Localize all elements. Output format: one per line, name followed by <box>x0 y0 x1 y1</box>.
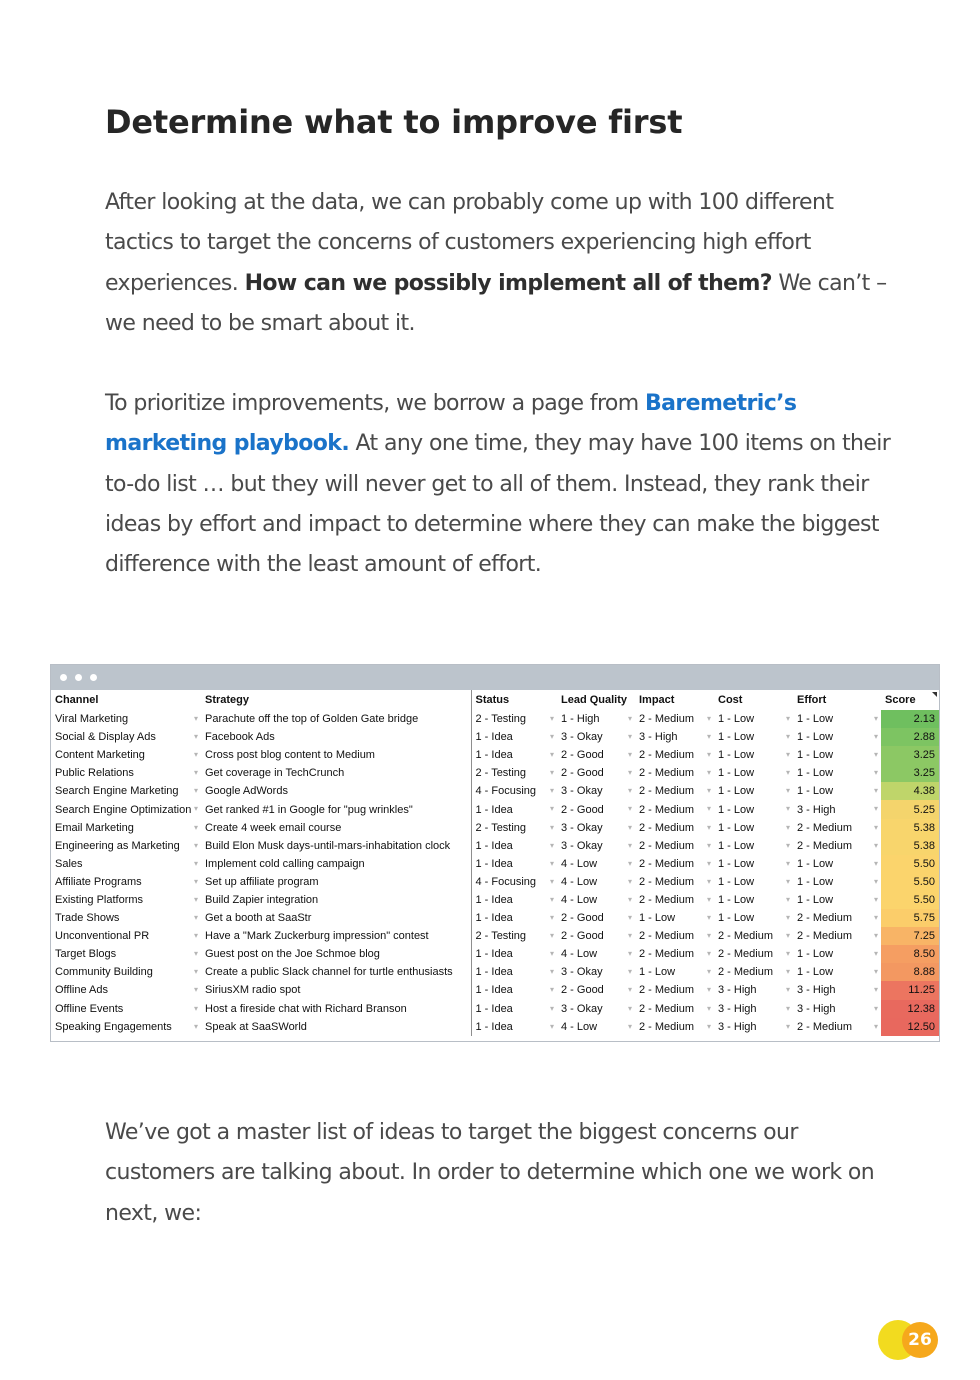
cell-score: 5.50 <box>881 873 939 891</box>
cell-lead-quality[interactable]: 2 - Good ▾ <box>557 909 635 927</box>
cell-cost[interactable]: 1 - Low ▾ <box>714 873 793 891</box>
cell-status[interactable]: 1 - Idea ▾ <box>471 800 557 818</box>
cell-impact[interactable]: 1 - Low ▾ <box>635 963 714 981</box>
table-row <box>51 782 939 800</box>
cell-status[interactable]: 1 - Idea ▾ <box>471 909 557 927</box>
cell-status[interactable]: 2 - Testing ▾ <box>471 927 557 945</box>
table-row <box>51 819 939 837</box>
cell-cost[interactable]: 3 - High ▾ <box>714 1000 793 1018</box>
cell-strategy: Implement cold calling campaign <box>205 857 365 870</box>
cell-impact[interactable]: 2 - Medium ▾ <box>635 927 714 945</box>
cell-lead-quality[interactable]: 1 - High ▾ <box>557 710 635 728</box>
spreadsheet-window <box>50 664 940 1042</box>
cell-channel[interactable]: Community Building ▾ <box>51 963 201 981</box>
table-row <box>51 891 939 909</box>
table-row <box>51 927 939 945</box>
cell-status[interactable]: 1 - Idea ▾ <box>471 1000 557 1018</box>
cell-strategy: Google AdWords <box>205 785 288 798</box>
cell-impact[interactable]: 2 - Medium ▾ <box>635 764 714 782</box>
table-row <box>51 963 939 981</box>
cell-cost[interactable]: 1 - Low ▾ <box>714 728 793 746</box>
cell-strategy: Have a "Mark Zuckerburg impression" contest <box>205 930 429 943</box>
cell-lead-quality[interactable]: 4 - Low ▾ <box>557 855 635 873</box>
cell-strategy: Get a booth at SaaStr <box>205 912 312 925</box>
cell-status[interactable]: 4 - Focusing ▾ <box>471 873 557 891</box>
cell-channel[interactable]: Offline Ads ▾ <box>51 981 201 999</box>
header-lead-quality: Lead Quality <box>561 694 628 706</box>
cell-lead-quality[interactable]: 3 - Okay ▾ <box>557 819 635 837</box>
cell-status[interactable]: 4 - Focusing ▾ <box>471 782 557 800</box>
cell-lead-quality[interactable]: 2 - Good ▾ <box>557 927 635 945</box>
cell-impact[interactable]: 1 - Low ▾ <box>635 909 714 927</box>
cell-impact[interactable]: 2 - Medium ▾ <box>635 710 714 728</box>
table-row <box>51 800 939 818</box>
cell-score: 12.50 <box>881 1018 939 1036</box>
cell-strategy: Get ranked #1 in Google for "pug wrinkles" <box>205 803 413 816</box>
cell-cost[interactable]: 1 - Low ▾ <box>714 819 793 837</box>
cell-score: 5.38 <box>881 837 939 855</box>
cell-channel[interactable]: Affiliate Programs ▾ <box>51 873 201 891</box>
cell-score: 5.25 <box>881 800 939 818</box>
window-dot-icon <box>75 674 82 681</box>
cell-effort[interactable]: 1 - Low ▾ <box>793 891 881 909</box>
table-row <box>51 746 939 764</box>
cell-score: 5.75 <box>881 909 939 927</box>
cell-effort[interactable]: 3 - High ▾ <box>793 1000 881 1018</box>
cell-channel[interactable]: Content Marketing ▾ <box>51 746 201 764</box>
prioritize-paragraph <box>105 384 905 585</box>
cell-lead-quality[interactable]: 3 - Okay ▾ <box>557 837 635 855</box>
ideas-table <box>51 690 939 1036</box>
cell-cost[interactable]: 1 - Low ▾ <box>714 891 793 909</box>
cell-lead-quality[interactable]: 4 - Low ▾ <box>557 945 635 963</box>
cell-status[interactable]: 1 - Idea ▾ <box>471 728 557 746</box>
table-row <box>51 873 939 891</box>
cell-channel[interactable]: Search Engine Marketing ▾ <box>51 782 201 800</box>
cell-score: 11.25 <box>881 981 939 999</box>
cell-impact[interactable]: 2 - Medium ▾ <box>635 782 714 800</box>
cell-score: 7.25 <box>881 927 939 945</box>
cell-lead-quality[interactable]: 4 - Low ▾ <box>557 873 635 891</box>
cell-effort[interactable]: 2 - Medium ▾ <box>793 927 881 945</box>
cell-impact[interactable]: 2 - Medium ▾ <box>635 746 714 764</box>
cell-effort[interactable]: 1 - Low ▾ <box>793 710 881 728</box>
cell-score: 8.50 <box>881 945 939 963</box>
header-impact: Impact <box>639 694 675 706</box>
cell-status[interactable]: 1 - Idea ▾ <box>471 855 557 873</box>
cell-impact[interactable]: 2 - Medium ▾ <box>635 800 714 818</box>
cell-impact[interactable]: 3 - High ▾ <box>635 728 714 746</box>
table-row <box>51 1000 939 1018</box>
cell-cost[interactable]: 2 - Medium ▾ <box>714 927 793 945</box>
cell-strategy: Speak at SaaSWorld <box>205 1020 307 1033</box>
window-dot-icon <box>60 674 67 681</box>
cell-score: 2.88 <box>881 728 939 746</box>
window-title-bar <box>51 665 939 690</box>
table-row <box>51 1018 939 1036</box>
cell-cost[interactable]: 3 - High ▾ <box>714 981 793 999</box>
cell-score: 4.38 <box>881 782 939 800</box>
table-row <box>51 710 939 728</box>
cell-impact[interactable]: 2 - Medium ▾ <box>635 819 714 837</box>
cell-channel[interactable]: Email Marketing ▾ <box>51 819 201 837</box>
cell-status[interactable]: 1 - Idea ▾ <box>471 981 557 999</box>
cell-channel[interactable]: Target Blogs ▾ <box>51 945 201 963</box>
cell-score: 8.88 <box>881 963 939 981</box>
cell-lead-quality[interactable]: 4 - Low ▾ <box>557 891 635 909</box>
page-heading: Determine what to improve first <box>105 103 683 141</box>
cell-strategy: Build Zapier integration <box>205 893 319 906</box>
table-row <box>51 945 939 963</box>
cell-score: 2.13 <box>881 710 939 728</box>
cell-channel[interactable]: Engineering as Marketing ▾ <box>51 837 201 855</box>
cell-channel[interactable]: Sales ▾ <box>51 855 201 873</box>
table-row <box>51 855 939 873</box>
cell-cost[interactable]: 1 - Low ▾ <box>714 746 793 764</box>
header-strategy: Strategy <box>205 694 250 706</box>
header-status: Status <box>471 690 557 710</box>
cell-impact[interactable]: 2 - Medium ▾ <box>635 981 714 999</box>
master-list-paragraph: We’ve got a master list of ideas to target the biggest concerns our customers are talking about. In order to determine which one we work on next, we: <box>105 1120 875 1226</box>
cell-cost[interactable]: 3 - High ▾ <box>714 1018 793 1036</box>
cell-lead-quality[interactable]: 3 - Okay ▾ <box>557 1000 635 1018</box>
cell-status[interactable]: 1 - Idea ▾ <box>471 746 557 764</box>
intro-bold-question: How can we possibly implement all of them? <box>244 270 772 296</box>
cell-impact[interactable]: 2 - Medium ▾ <box>635 1000 714 1018</box>
cell-effort[interactable]: 1 - Low ▾ <box>793 963 881 981</box>
cell-strategy: Facebook Ads <box>205 731 275 744</box>
cell-cost[interactable]: 1 - Low ▾ <box>714 855 793 873</box>
cell-impact[interactable]: 2 - Medium ▾ <box>635 1018 714 1036</box>
cell-effort[interactable]: 1 - Low ▾ <box>793 764 881 782</box>
header-cost: Cost <box>718 694 743 706</box>
cell-impact[interactable]: 2 - Medium ▾ <box>635 837 714 855</box>
page-number: 26 <box>902 1322 938 1358</box>
cell-status[interactable]: 2 - Testing ▾ <box>471 819 557 837</box>
table-row <box>51 981 939 999</box>
cell-strategy: Parachute off the top of Golden Gate bridge <box>205 713 419 726</box>
cell-score: 5.50 <box>881 891 939 909</box>
cell-lead-quality[interactable]: 2 - Good ▾ <box>557 764 635 782</box>
cell-lead-quality[interactable]: 2 - Good ▾ <box>557 746 635 764</box>
cell-channel[interactable]: Public Relations ▾ <box>51 764 201 782</box>
cell-effort[interactable]: 3 - High ▾ <box>793 800 881 818</box>
cell-effort[interactable]: 3 - High ▾ <box>793 981 881 999</box>
cell-strategy: Create 4 week email course <box>205 821 342 834</box>
prioritize-text-start: To prioritize improvements, we borrow a page from <box>105 391 645 416</box>
cell-effort[interactable]: 1 - Low ▾ <box>793 782 881 800</box>
table-row <box>51 764 939 782</box>
cell-channel[interactable]: Speaking Engagements ▾ <box>51 1018 201 1036</box>
cell-strategy: Get coverage in TechCrunch <box>205 767 345 780</box>
cell-lead-quality[interactable]: 2 - Good ▾ <box>557 981 635 999</box>
cell-effort[interactable]: 1 - Low ▾ <box>793 728 881 746</box>
cell-status[interactable]: 1 - Idea ▾ <box>471 945 557 963</box>
cell-status[interactable]: 1 - Idea ▾ <box>471 963 557 981</box>
cell-score: 12.38 <box>881 1000 939 1018</box>
cell-strategy: Build Elon Musk days-until-mars-inhabitation clock <box>205 839 451 852</box>
cell-status[interactable]: 1 - Idea ▾ <box>471 1018 557 1036</box>
cell-cost[interactable]: 1 - Low ▾ <box>714 764 793 782</box>
prioritize-text-end: At any one time, they may have 100 items on their to-do list … but they will never get to all of them. Instead, they rank their ideas by effort and impact to determine where they can make the biggest difference with the least amount of effort. <box>105 431 891 578</box>
cell-strategy: Set up affiliate program <box>205 875 319 888</box>
cell-score: 3.25 <box>881 764 939 782</box>
cell-effort[interactable]: 2 - Medium ▾ <box>793 909 881 927</box>
cell-channel[interactable]: Search Engine Optimization ▾ <box>51 800 201 818</box>
table-row <box>51 909 939 927</box>
intro-paragraph <box>105 183 905 344</box>
cell-lead-quality[interactable]: 3 - Okay ▾ <box>557 963 635 981</box>
cell-strategy: Create a public Slack channel for turtle enthusiasts <box>205 966 453 979</box>
cell-cost[interactable]: 2 - Medium ▾ <box>714 963 793 981</box>
cell-channel[interactable]: Existing Platforms ▾ <box>51 891 201 909</box>
intro-text-start: After looking at the data, we can probably come up with 100 different tactics to target the concerns of customers experiencing high effort experiences. <box>105 190 834 296</box>
header-score[interactable]: Score <box>881 690 939 710</box>
cell-effort[interactable]: 2 - Medium ▾ <box>793 819 881 837</box>
cell-status[interactable]: 2 - Testing ▾ <box>471 710 557 728</box>
cell-cost[interactable]: 1 - Low ▾ <box>714 710 793 728</box>
cell-effort[interactable]: 1 - Low ▾ <box>793 945 881 963</box>
cell-status[interactable]: 2 - Testing ▾ <box>471 764 557 782</box>
cell-effort[interactable]: 1 - Low ▾ <box>793 873 881 891</box>
cell-score: 5.38 <box>881 819 939 837</box>
cell-cost[interactable]: 2 - Medium ▾ <box>714 945 793 963</box>
cell-score: 5.50 <box>881 855 939 873</box>
cell-effort[interactable]: 1 - Low ▾ <box>793 855 881 873</box>
cell-cost[interactable]: 1 - Low ▾ <box>714 800 793 818</box>
cell-score: 3.25 <box>881 746 939 764</box>
table-row <box>51 837 939 855</box>
cell-channel[interactable]: Unconventional PR ▾ <box>51 927 201 945</box>
baremetrics-playbook-link[interactable]: Baremetric’s marketing playbook. <box>105 391 797 457</box>
cell-cost[interactable]: 1 - Low ▾ <box>714 837 793 855</box>
cell-effort[interactable]: 1 - Low ▾ <box>793 746 881 764</box>
cell-cost[interactable]: 1 - Low ▾ <box>714 782 793 800</box>
table-header-row <box>51 690 939 710</box>
intro-text-end: We can’t – we need to be smart about it. <box>105 270 887 336</box>
table-body <box>51 710 939 1036</box>
cell-strategy: Host a fireside chat with Richard Branson <box>205 1002 407 1015</box>
cell-channel[interactable]: Social & Display Ads ▾ <box>51 728 201 746</box>
cell-strategy: SiriusXM radio spot <box>205 984 301 997</box>
cell-status[interactable]: 1 - Idea ▾ <box>471 891 557 909</box>
window-dot-icon <box>90 674 97 681</box>
header-channel: Channel <box>55 694 99 706</box>
header-effort: Effort <box>797 694 827 706</box>
cell-lead-quality[interactable]: 3 - Okay ▾ <box>557 728 635 746</box>
cell-channel[interactable]: Offline Events ▾ <box>51 1000 201 1018</box>
cell-channel[interactable]: Viral Marketing ▾ <box>51 710 201 728</box>
cell-impact[interactable]: 2 - Medium ▾ <box>635 873 714 891</box>
page-number-badge <box>878 1318 942 1360</box>
cell-lead-quality[interactable]: 4 - Low ▾ <box>557 1018 635 1036</box>
cell-strategy: Cross post blog content to Medium <box>205 749 375 762</box>
cell-impact[interactable]: 2 - Medium ▾ <box>635 855 714 873</box>
cell-strategy: Guest post on the Joe Schmoe blog <box>205 948 380 961</box>
cell-effort[interactable]: 2 - Medium ▾ <box>793 1018 881 1036</box>
cell-impact[interactable]: 2 - Medium ▾ <box>635 891 714 909</box>
cell-status[interactable]: 1 - Idea ▾ <box>471 837 557 855</box>
table-row <box>51 728 939 746</box>
cell-lead-quality[interactable]: 3 - Okay ▾ <box>557 782 635 800</box>
cell-cost[interactable]: 1 - Low ▾ <box>714 909 793 927</box>
cell-lead-quality[interactable]: 2 - Good ▾ <box>557 800 635 818</box>
cell-channel[interactable]: Trade Shows ▾ <box>51 909 201 927</box>
cell-effort[interactable]: 2 - Medium ▾ <box>793 837 881 855</box>
cell-impact[interactable]: 2 - Medium ▾ <box>635 945 714 963</box>
